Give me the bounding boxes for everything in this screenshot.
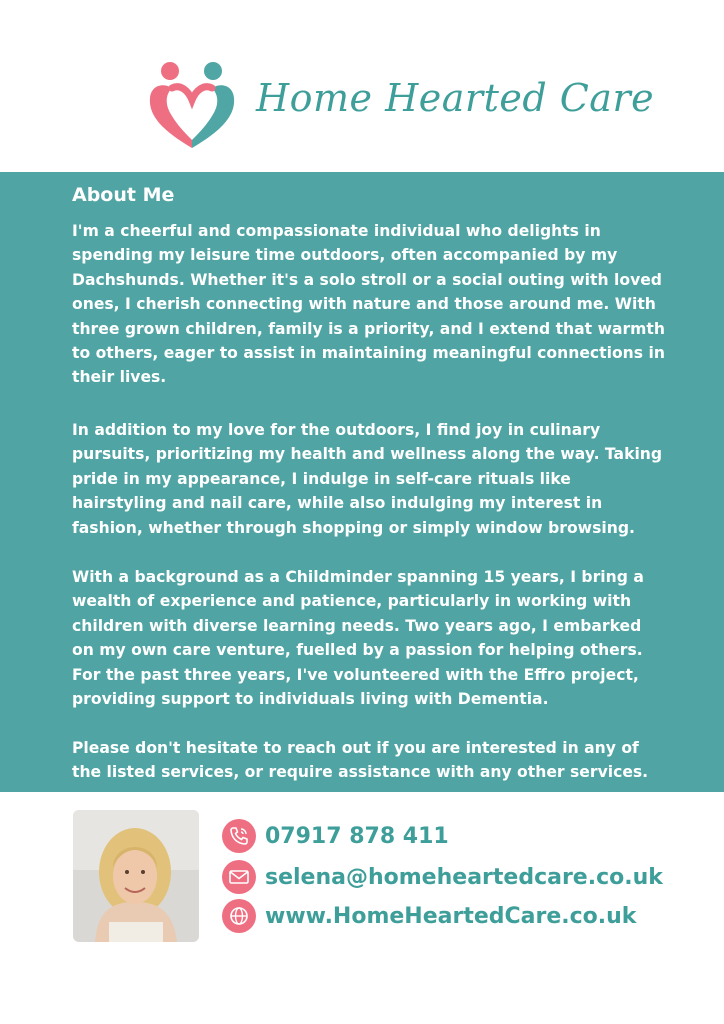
phone-number[interactable]: 07917 878 411 — [265, 823, 449, 849]
brand-name: Home Hearted Care — [256, 76, 655, 120]
globe-icon — [222, 899, 256, 933]
heart-people-logo-icon — [142, 58, 242, 154]
profile-photo — [73, 810, 199, 942]
email-icon — [222, 860, 256, 894]
website-link[interactable]: www.HomeHeartedCare.co.uk — [265, 903, 637, 929]
website-row[interactable] — [222, 898, 636, 934]
phone-row[interactable] — [222, 818, 449, 854]
about-paragraph-4: Please don't hesitate to reach out if you are interested in any of the listed services, or require assistance with any other services. — [72, 739, 649, 782]
about-title: About Me — [72, 184, 175, 206]
email-address[interactable]: selena@homeheartedcare.co.uk — [265, 864, 663, 890]
about-paragraph-3: With a background as a Childminder spanning 15 years, I bring a wealth of experience and patience, particularly in working with children with diverse learning needs. Two years ago, I embarked on my own care venture, fuelled by a passion for helping others. For the past three years, I've volunteered with the Effro project, providing support to individuals living with Dementia. — [72, 568, 644, 709]
about-paragraph-2: In addition to my love for the outdoors, I find joy in culinary pursuits, prioritizing my health and wellness along the way. Taking pride in my appearance, I indulge in self-care rituals like hairstyling and nail care, while also indulging my interest in fashion, whether through shopping or simply window browsing. — [72, 421, 663, 537]
about-paragraph-1: I'm a cheerful and compassionate individual who delights in spending my leisure time outdoors, often accompanied by my Dachshunds. Whether it's a solo stroll or a social outing with loved ones, I cherish connecting with nature and those around me. With three grown children, family is a priority, and I extend that warmth to others, eager to assist in maintaining meaningful connections in their lives. — [72, 222, 665, 387]
phone-icon — [222, 819, 256, 853]
email-row[interactable] — [222, 859, 663, 895]
header — [0, 0, 724, 172]
